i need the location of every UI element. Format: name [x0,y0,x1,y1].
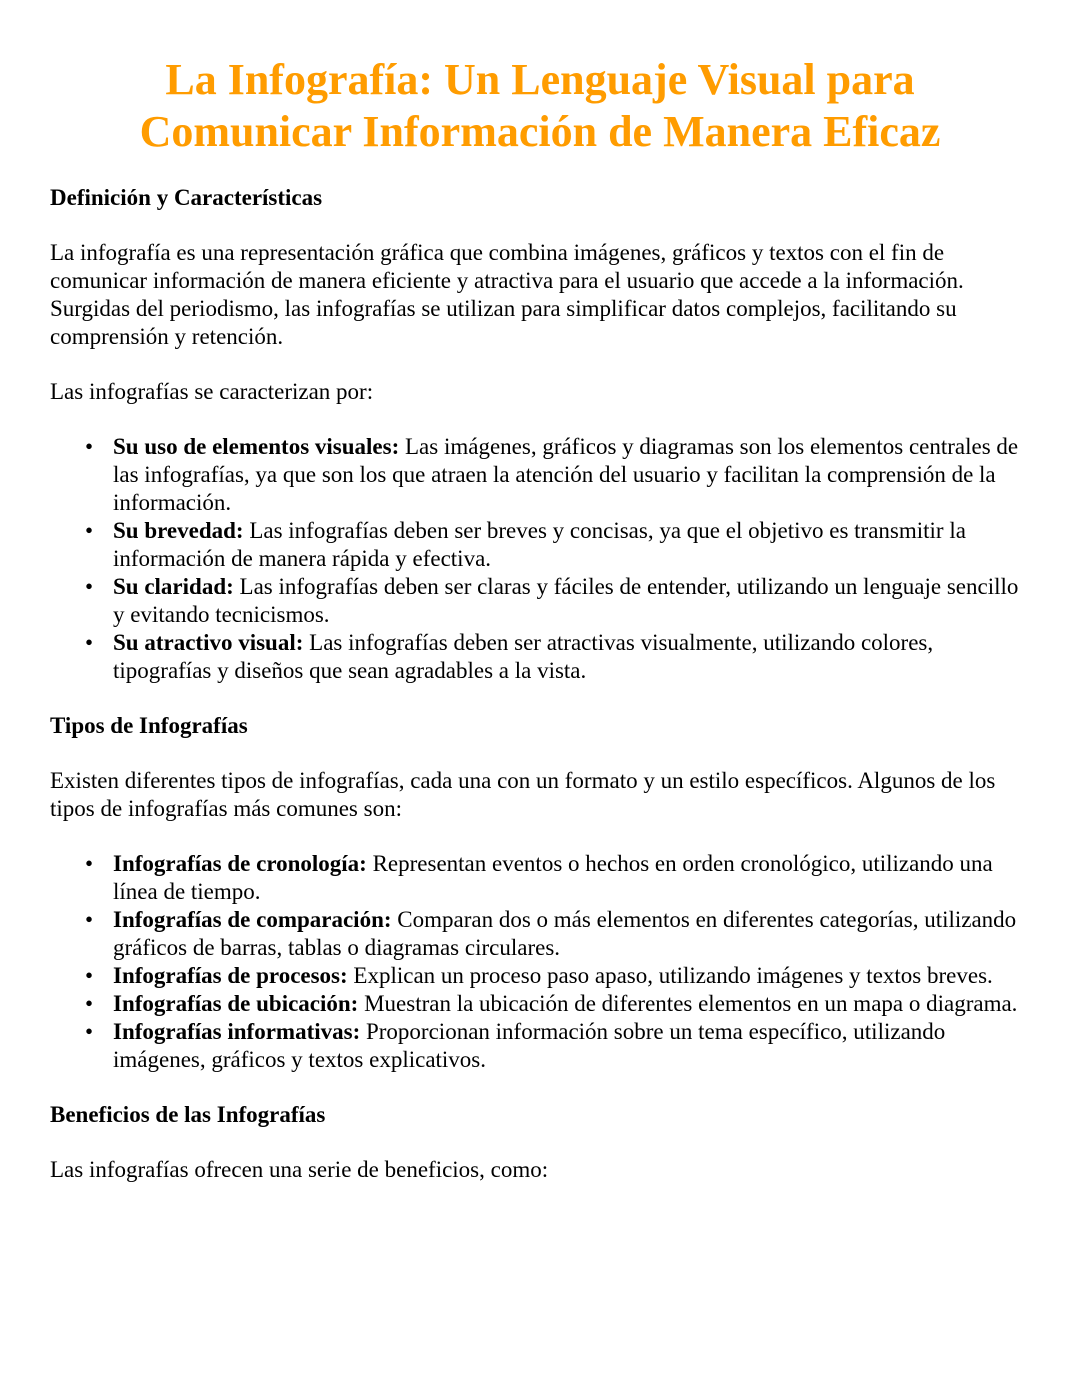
list-item-text: Representan eventos o hechos en orden cronológico, utilizando una línea de tiempo. [113,851,993,904]
list-item-term: Infografías de ubicación: [113,991,359,1016]
benefits-intro-paragraph: Las infografías ofrecen una serie de beneficios, como: [50,1157,549,1182]
list-item-text: Muestran la ubicación de diferentes elementos en un mapa o diagrama. [358,991,1018,1016]
list-item-text: Proporcionan información sobre un tema específico, utilizando imágenes, gráficos y textos explicativos. [113,1019,946,1072]
list-item [85,990,1030,1018]
bullet-icon: • [85,1019,94,1044]
list-item [85,629,1030,685]
title-line-2: Comunicar Información de Manera Eficaz [139,107,941,156]
list-item-text: Explican un proceso paso apaso, utilizando imágenes y textos breves. [347,963,993,988]
section-heading-tipos: Tipos de Infografías [50,713,248,738]
list-item-text: Comparan dos o más elementos en diferentes categorías, utilizando gráficos de barras, tablas o diagramas circulares. [113,907,1017,960]
bullet-icon: • [85,518,94,543]
bullet-icon: • [85,991,94,1016]
list-item-text: Las imágenes, gráficos y diagramas son los elementos centrales de las infografías, ya que son los que atraen la atención del usuario y facilitan la comprensión de la información. [113,434,1019,515]
section-heading-definicion: Definición y Características [50,185,323,210]
list-item-term: Su claridad: [113,574,234,599]
bullet-icon: • [85,574,94,599]
list-item-term: Infografías de comparación: [113,907,392,932]
list-item-text: Las infografías deben ser claras y fáciles de entender, utilizando un lenguaje sencillo y evitando tecnicismos. [113,574,1019,627]
list-item [85,433,1030,517]
document-title [50,54,1030,158]
characteristics-list [50,433,1030,685]
characteristics-intro: Las infografías se caracterizan por: [50,379,374,404]
list-item [85,573,1030,629]
list-item-term: Infografías de procesos: [113,963,348,988]
list-item [85,962,1030,990]
bullet-icon: • [85,963,94,988]
bullet-icon: • [85,434,94,459]
document-page [50,0,1030,1184]
list-item [85,906,1030,962]
section-heading-beneficios: Beneficios de las Infografías [50,1102,326,1127]
list-item-term: Su brevedad: [113,518,244,543]
list-item [85,1018,1030,1074]
list-item-text: Las infografías deben ser breves y concisas, ya que el objetivo es transmitir la información de manera rápida y efectiva. [113,518,966,571]
bullet-icon: • [85,851,94,876]
types-intro-paragraph: Existen diferentes tipos de infografías, cada una con un formato y un estilo específicos. Algunos de los tipos de infografías más comunes son: [50,768,996,821]
bullet-icon: • [85,907,94,932]
definition-paragraph: La infografía es una representación gráfica que combina imágenes, gráficos y textos con el fin de comunicar información de manera eficiente y atractiva para el usuario que accede a la información. Surgidas del periodismo, las infografías se utilizan para simplificar datos complejos, facilitando su comprensión y retención. [50,240,964,349]
list-item [85,517,1030,573]
list-item [85,850,1030,906]
list-item-text: Las infografías deben ser atractivas visualmente, utilizando colores, tipografías y diseños que sean agradables a la vista. [113,630,934,683]
list-item-term: Su atractivo visual: [113,630,304,655]
list-item-term: Su uso de elementos visuales: [113,434,400,459]
list-item-term: Infografías informativas: [113,1019,361,1044]
types-list [50,850,1030,1074]
bullet-icon: • [85,630,94,655]
list-item-term: Infografías de cronología: [113,851,367,876]
title-line-1: La Infografía: Un Lenguaje Visual para [165,55,915,104]
